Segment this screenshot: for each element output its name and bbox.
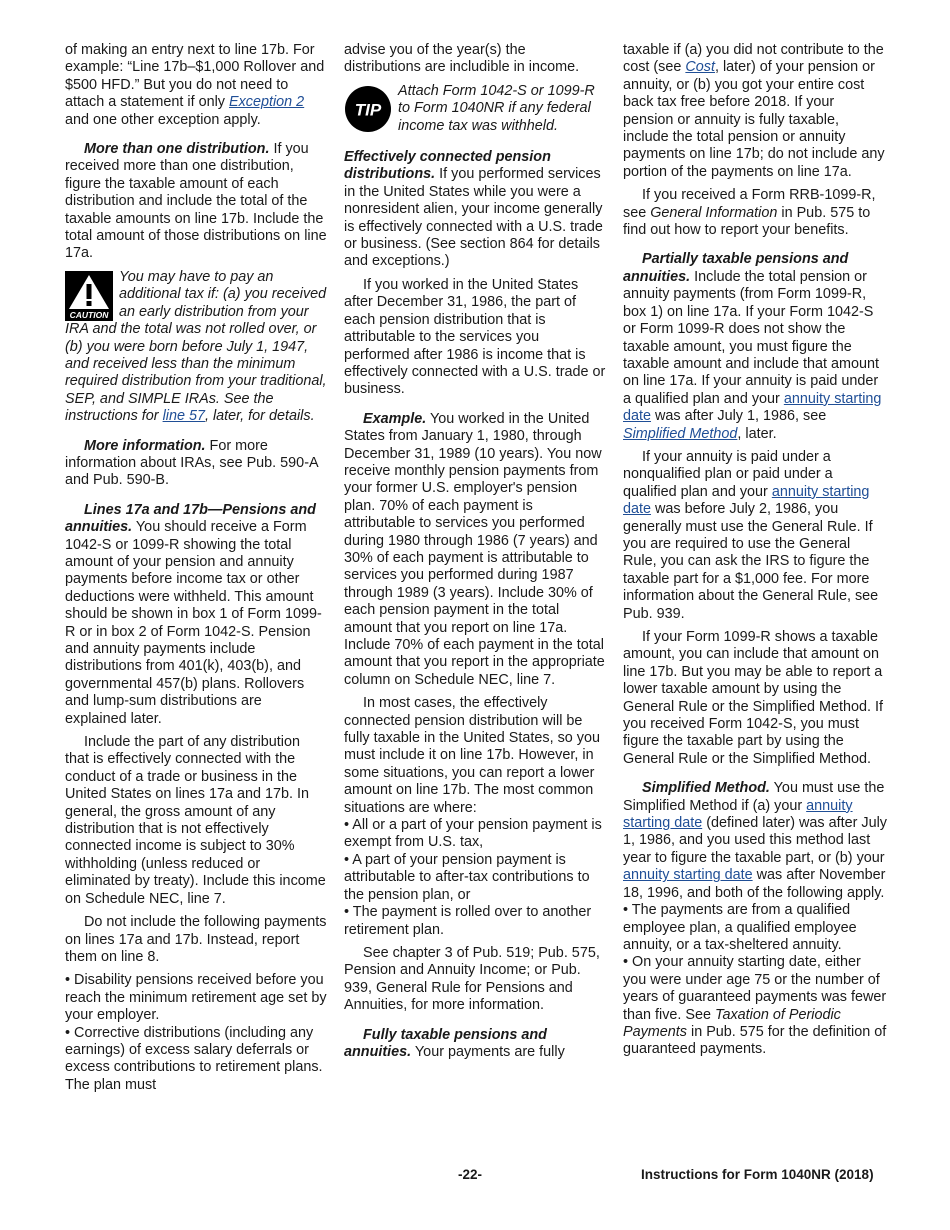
annuity-starting-date-link[interactable]: annuity starting date — [623, 797, 853, 832]
caution-label: CAUTION — [69, 309, 109, 320]
paragraph-pensions-annuities: Lines 17a and 17b—Pensions and annuities. You should receive a Form 1042-S or 1099-R showing the total amount of your pension and annuity payments before income tax or other deductions were withheld. This amount should be shown in box 1 of Form 1099-R or in box 2 of Form 1042-S. Pension and annuity payments include distributions from 401(k), 403(b), and governmental 457(b) plans. Rollovers and lump-sum distributions are explained later. — [65, 501, 322, 727]
paragraph-advise: advise you of the year(s) the distributions are includible in income. — [344, 42, 580, 76]
column-2 — [344, 42, 606, 1067]
page-number: -22- — [458, 1167, 483, 1182]
annuity-starting-date-link[interactable]: annuity starting date — [623, 483, 870, 518]
paragraph-1099-r-shows: If your Form 1099-R shows a taxable amount, you can include that amount on line 17b. But you may be able to report a lower taxable amount by using the General Rule or the Simplified Method. If you received Form 1042-S, you must figure the taxable part by using the General Rule or the Simplified Method. — [623, 629, 883, 767]
paragraph-more-information: More information. For more information about IRAs, see Pub. 590-A and Pub. 590-B. — [65, 437, 318, 489]
heading-fully-taxable: Fully taxable pensions and annuities. — [344, 1026, 547, 1060]
heading-simplified-method: Simplified Method. — [642, 780, 770, 797]
paragraph-more-than-one: More than one distribution. If you received more than one distribution, figure the taxable amount of each distribution and include the total of the taxable amounts on line 17b. Include the total amount of those distributions on line 17a. — [65, 141, 327, 262]
heading-lines-17a-17b: Lines 17a and 17b—Pensions and annuities. — [65, 501, 316, 536]
list-item: • Disability pensions received before you reach the minimum retirement age set by your employer. — [65, 972, 327, 1024]
list-item: • Corrective distributions (including any earnings) of excess salary deferrals or excess contributions to retirement plans. The plan must — [65, 1024, 323, 1093]
paragraph-see-chapter-3: See chapter 3 of Pub. 519; Pub. 575, Pension and Annuity Income; or Pub. 939, General Rule for Pensions and Annuities, for more information. — [344, 944, 600, 1014]
paragraph-fully-taxable: Fully taxable pensions and annuities. Your payments are fully — [344, 1026, 565, 1060]
heading-more-than-one: More than one distribution. — [84, 141, 270, 158]
tip-icon — [344, 85, 392, 133]
paragraph-effectively-connected: Include the part of any distribution that is effectively connected with the conduct of a trade or business in the United States on lines 17a and 17b. In general, the gross amount of any distribution that is not effectively connected income is subject to 30% withholding (unless reduced or eliminated by treaty). Include this income on Schedule NEC, line 7. — [65, 734, 326, 907]
heading-more-information: More information. — [84, 437, 206, 454]
paragraph-example: Example. You worked in the United States from January 1, 1980, through December 31, 1989 (10 years). You now receive monthly pension payments from your former U.S. employer's pension plan. 70% of each payment is attributable to services you performed during 1980 through 1986 (7 years) and 30% of each payment is attributable to services you performed during 1987 through 1989 (3 years). Include 30% of each pension payment in the total amount that you report on line 17a. Include 70% of each payment in the total amount that you report in the appropriate column on Schedule NEC, line 7. — [344, 410, 605, 688]
list-item: • All or a part of your pension payment is exempt from U.S. tax, — [344, 817, 602, 851]
paragraph-worked-us: If you worked in the United States after December 31, 1986, the part of each pension distribution that is attributable to the services you performed after 1986 is income that is effectively connected with a U.S. trade or business. — [344, 276, 606, 398]
column-3 — [623, 42, 887, 1059]
cost-link[interactable]: Cost — [685, 59, 715, 76]
heading-ec-pension: Effectively connected pension distributions. — [344, 149, 551, 183]
paragraph-taxable-if: taxable if (a) you did not contribute to the cost (see Cost, later) of your pension or annuity, or (b) you got your entire cost back tax free before 2018. If your pension or annuity is fully taxable, include the total pension or annuity payments on line 17b; do not include any portion of the payments on line 17a. — [623, 42, 885, 180]
paragraph-nonqualified: If your annuity is paid under a nonqualified plan or paid under a qualified plan and your annuity starting date was before July 2, 1986, you generally must use the General Rule. If you are required to use the General Rule, you can ask the IRS to figure the taxable part for a $1,000 fee. For more information about the General Rule, see Pub. 939. — [623, 448, 879, 622]
simplified-method-link[interactable]: Simplified Method — [623, 425, 738, 442]
line-57-link[interactable]: line 57 — [162, 408, 205, 425]
paragraph-most-cases: In most cases, the effectively connected pension distribution will be fully taxable in the United States, so you must include it on line 17b. However, in some situations, you can report a lower amount on line 17b. The most common situations are where: — [344, 695, 600, 816]
tip-label: TIP — [354, 100, 382, 120]
annuity-starting-date-link[interactable]: annuity starting date — [623, 390, 882, 425]
heading-partially-taxable: Partially taxable pensions and annuities. — [623, 251, 849, 285]
paragraph-exception: of making an entry next to line 17b. For example: “Line 17b–$1,000 Rollover and $500 HFD.” But you do not need to attach a statement if only Exception 2 and one other exception apply. — [65, 42, 325, 128]
list-item: • The payments are from a qualified employee plan, a qualified employee annuity, or a tax-sheltered annuity. — [623, 902, 857, 953]
list-item: • A part of your pension payment is attributable to after-tax contributions to the pension plan, or — [344, 851, 590, 903]
heading-example: Example. — [363, 410, 427, 427]
paragraph-partially-taxable: Partially taxable pensions and annuities. Include the total pension or annuity payments (from Form 1099-R, box 1) on line 17a. If your Form 1042-S or Form 1099-R does not show the taxable amount, you must figure the taxable amount and include that amount on line 17a. If your annuity is paid under a qualified plan and your annuity starting date was after July 1, 1986, see Simplified Method, later. — [623, 251, 882, 442]
paragraph-rrb-1099-r: If you received a Form RRB-1099-R, see General Information in Pub. 575 to find out how to report your benefits. — [623, 187, 876, 239]
caution-icon — [65, 271, 113, 321]
list-item: • The payment is rolled over to another retirement plan. — [344, 904, 592, 938]
annuity-starting-date-link[interactable]: annuity starting date — [623, 867, 753, 884]
paragraph-simplified-method: Simplified Method. You must use the Simplified Method if (a) your annuity starting date (defined later) was after July 1, 1986, and you used this method last year to figure the taxable part, or (b) your annuity starting date was after November 18, 1996, and both of the following apply. — [623, 780, 887, 901]
exception-2-link[interactable]: Exception 2 — [228, 94, 305, 111]
paragraph-do-not-include: Do not include the following payments on lines 17a and 17b. Instead, report them on line 8. — [65, 914, 327, 965]
tip-callout: TIP Attach Form 1042-S or 1099-R to Form 1040NR if any federal income tax was withheld. — [344, 83, 606, 135]
column-1 — [65, 42, 327, 1094]
paragraph-ec-pension: Effectively connected pension distributions. If you performed services in the United States while you were a nonresident alien, your income generally is effectively connected with a U.S. trade or business. (See section 864 for details and exceptions.) — [344, 149, 603, 270]
caution-callout: CAUTION You may have to pay an additional tax if: (a) you received an early distribution from your IRA and the total was not rolled over, or (b) you were born before July 1, 1947, and received less than the minimum required distribution from your traditional, SEP, and SIMPLE IRAs. See the instructions for line 57, later, for details. — [65, 268, 327, 425]
form-title: Instructions for Form 1040NR (2018) — [641, 1167, 874, 1182]
list-item: • On your annuity starting date, either you were under age 75 or the number of years of guaranteed payments was fewer than five. See Taxation of Periodic Payments in Pub. 575 for the definition of guaranteed payments. — [623, 954, 887, 1058]
